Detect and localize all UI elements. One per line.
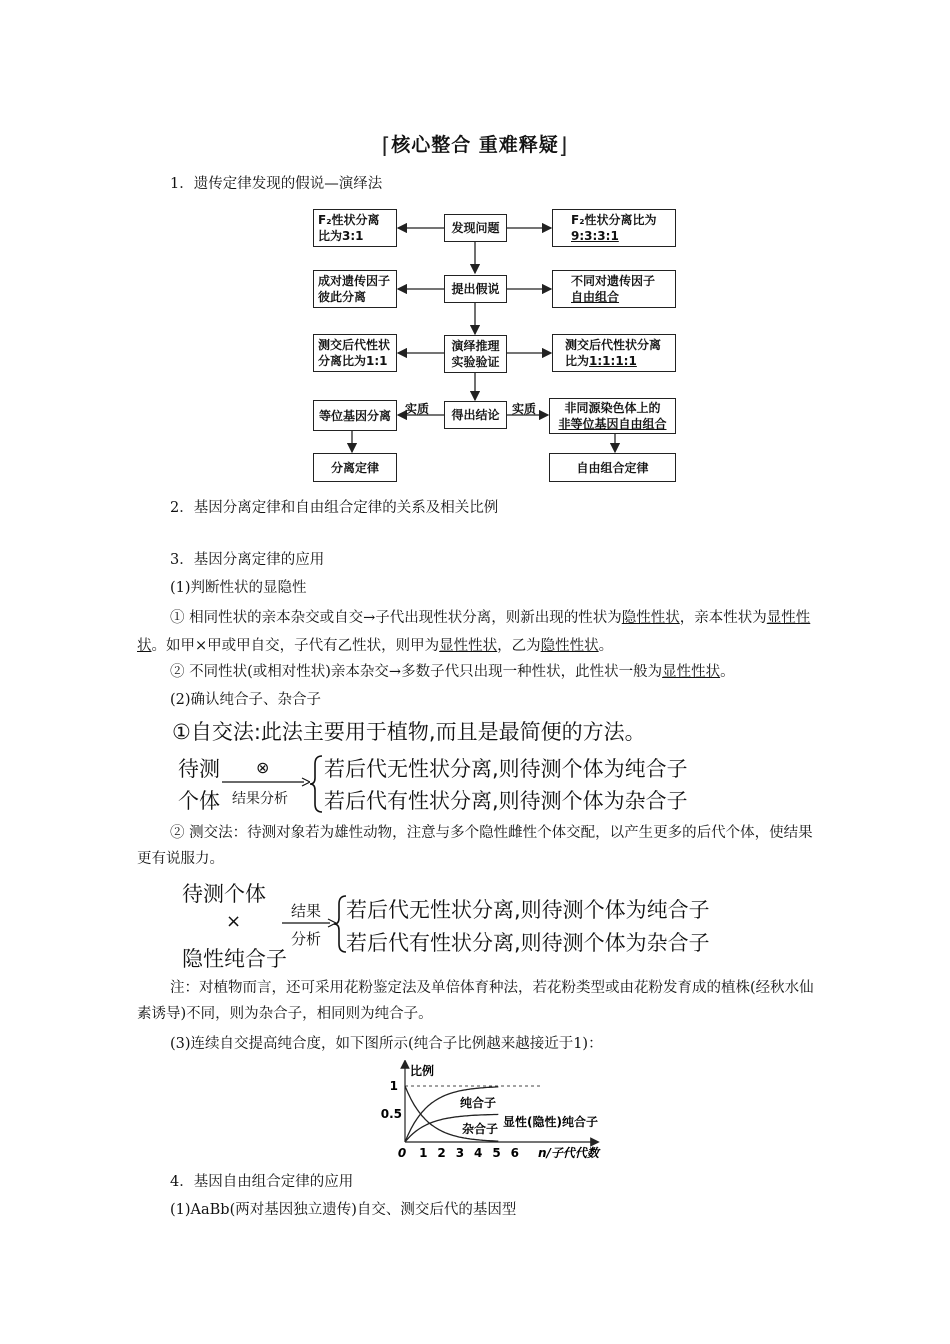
self-cross-label: 结果分析 [232,791,288,807]
box-f2-ratio-9331: F₂性状分离比为 9:3:3:1 [552,209,676,247]
self-cross-result-1: 若后代无性状分离,则待测个体为纯合子 [324,757,688,781]
box-conclusion: 得出结论 [444,401,507,429]
x-tick-4: 4 [474,1146,483,1160]
x-tick-6: 6 [510,1146,519,1160]
x-tick-2: 2 [437,1146,446,1160]
box-factors-separate: 成对遗传因子 彼此分离 [313,270,397,308]
self-cross-heading: ①自交法:此法主要用于植物,而且是最简便的方法。 [172,720,646,744]
box-testcross-1-1: 测交后代性状 分离比为1:1 [313,334,397,372]
testcross-word-1: 待测个体 [182,882,266,906]
legend-pure: 纯合子 [460,1096,497,1110]
box-deduce-verify: 演绎推理 实验验证 [444,335,507,373]
testcross-label-2: 分析 [291,930,322,948]
selfing-symbol: ⊗ [256,758,270,777]
legend-dominant-recessive: 显性(隐性)纯合子 [503,1115,598,1129]
x-tick-5: 5 [492,1146,501,1160]
testcross-arrow [282,918,336,928]
note-paragraph: 注：对植物而言，还可采用花粉鉴定法及单倍体育种法，若花粉类型或由花粉发育成的植株(经秋水仙素诱导)不同，则为杂合子，相同则为纯合子。 [137,980,814,1022]
section-4-heading: 4．基因自由组合定律的应用 [170,1174,354,1190]
subsection-3-3: (3)连续自交提高纯合度，如下图所示(纯合子比例越来越接近于1)： [170,1036,603,1052]
x-tick-1: 1 [419,1146,428,1160]
box-discover-problem: 发现问题 [444,214,507,242]
x-tick-3: 3 [455,1146,465,1160]
y-tick-0-5: 0.5 [380,1107,402,1121]
paragraph-dominance-1: ① 相同性状的亲本杂交或自交→子代出现性状分离，则新出现的性状为隐性性状，亲本性状为显性性状。如甲×甲或甲自交，子代有乙性状，则甲为显性性状，乙为隐性性状。 [137,610,811,654]
box-law-of-segregation: 分离定律 [313,453,397,482]
box-allele-separation: 等位基因分离 [313,400,397,431]
testcross-word-2: 隐性纯合子 [182,947,287,971]
essence-label-right: 实质 [512,402,537,416]
x-tick-0: 0 [397,1146,407,1160]
subsection-3-1: (1)判断性状的显隐性 [170,580,307,596]
self-cross-result-2: 若后代有性状分离,则待测个体为杂合子 [324,789,688,813]
section-1-heading: 1．遗传定律发现的假说—演绎法 [170,176,383,192]
testcross-times: × [226,911,242,932]
section-3-heading: 3．基因分离定律的应用 [170,552,325,568]
x-ticks [398,1146,519,1160]
y-axis-label: 比例 [410,1064,435,1078]
testcross-result-1: 若后代无性状分离,则待测个体为纯合子 [346,898,710,922]
subsection-3-2: (2)确认纯合子、杂合子 [170,692,322,708]
box-law-of-independent-assortment: 自由组合定律 [549,453,676,482]
box-f2-ratio-3-1: F₂性状分离 比为3:1 [313,209,397,247]
purity-chart [370,1060,620,1165]
section-2-heading: 2．基因分离定律和自由组合定律的关系及相关比例 [170,500,499,516]
box-free-combination: 不同对遗传因子 自由组合 [552,270,676,308]
testcross-result-2: 若后代有性状分离,则待测个体为杂合子 [346,931,710,955]
subsection-4-1: (1)AaBb(两对基因独立遗传)自交、测交后代的基因型 [170,1202,517,1218]
y-tick-1: 1 [389,1079,398,1093]
box-nonallelic-combination: 非同源染色体上的 非等位基因自由组合 [549,398,676,434]
box-propose-hypothesis: 提出假说 [444,275,507,303]
testcross-label-1: 结果 [291,902,322,920]
essence-label-left: 实质 [405,402,430,416]
x-axis-label: n/子代代数 [538,1146,599,1160]
legend-hetero: 杂合子 [462,1122,499,1136]
paragraph-dominance-2: ② 不同性状(或相对性状)亲本杂交→多数子代只出现一种性状，此性状一般为显性性状。 [170,664,735,680]
self-cross-word-2: 个体 [178,789,220,813]
flowchart [310,203,680,483]
box-testcross-1111: 测交后代性状分离 比为1:1:1:1 [552,334,676,372]
self-cross-arrow [222,777,310,787]
self-cross-word-1: 待测 [178,757,220,781]
section-title: ⌈核心整合 重难释疑⌋ [381,134,569,159]
testcross-paragraph: ② 测交法：待测对象若为雄性动物，注意与多个隐性雌性个体交配，以产生更多的后代个体，使结果更有说服力。 [137,825,813,867]
